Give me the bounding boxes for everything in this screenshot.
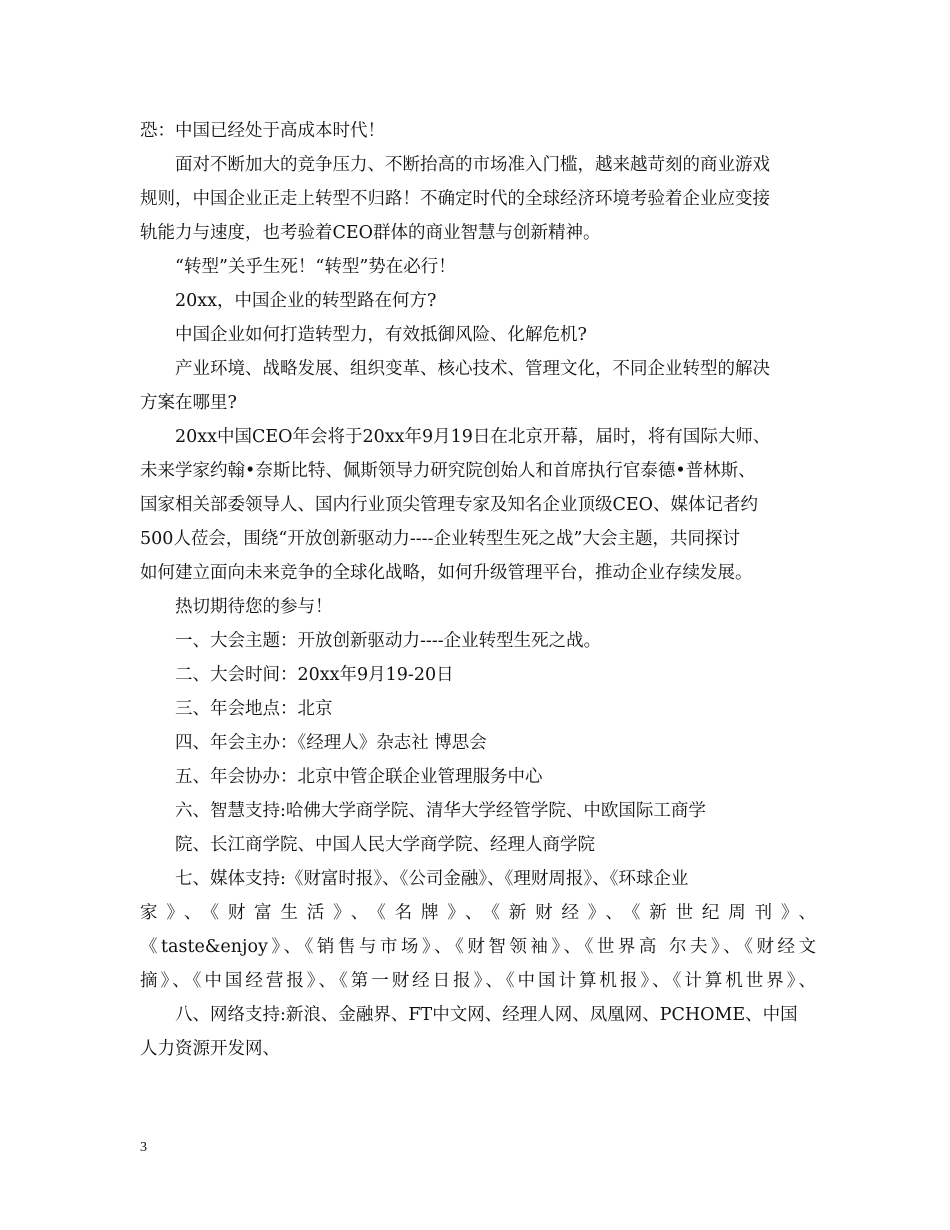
text-line-9: 方案在哪里? [140,393,237,413]
text-line-7: 中国企业如何打造转型力，有效抵御风险、化解危机? [175,325,587,345]
text-line-10: 20xx中国CEO年会将于20xx年9月19日在北京开幕，届时，将有国际大师、 [175,427,771,447]
text-line-26: 摘》、《中国经营报》、《第一财经日报》、《中国计算机报》、《计算机世界》、 [140,971,816,991]
text-line-6: 20xx，中国企业的转型路在何方? [175,291,437,311]
text-line-19: 四、年会主办：《经理人》杂志社 博思会 [175,733,487,753]
text-line-23: 七、媒体支持:《财富时报》、《公司金融》、《理财周报》、《环球企业 [175,869,689,889]
text-line-11: 未来学家约翰•奈斯比特、佩斯领导力研究院创始人和首席执行官泰德•普林斯、 [140,461,756,481]
text-line-14: 如何建立面向未来竞争的全球化战略，如何升级管理平台，推动企业存续发展。 [140,563,753,583]
text-line-4: 轨能力与速度，也考验着CEO群体的商业智慧与创新精神。 [140,223,601,243]
text-line-28: 人力资源开发网、 [140,1039,280,1059]
text-line-27: 八、网络支持:新浪、金融界、FT中文网、经理人网、凤凰网、PCHOME、中国 [175,1005,798,1025]
text-line-8: 产业环境、战略发展、组织变革、核心技术、管理文化，不同企业转型的解决 [175,359,770,379]
text-line-2: 面对不断加大的竞争压力、不断抬高的市场准入门槛，越来越苛刻的商业游戏 [175,155,770,175]
text-line-18: 三、年会地点：北京 [175,699,333,719]
text-line-12: 国家相关部委领导人、国内行业顶尖管理专家及知名企业顶级CEO、媒体记者约 [140,495,759,515]
text-line-17: 二、大会时间：20xx年9月19-20日 [175,665,454,685]
text-line-25: 《taste&enjoy》、《销售与市场》、《财智领袖》、《世界高 尔夫》、《财经文 [140,937,816,957]
text-line-1: 恐：中国已经处于高成本时代！ [140,121,385,141]
page-number: 3 [140,1140,147,1155]
text-line-15: 热切期待您的参与！ [175,597,333,617]
text-line-16: 一、大会主题：开放创新驱动力----企业转型生死之战。 [175,631,602,651]
text-line-20: 五、年会协办：北京中管企联企业管理服务中心 [175,767,543,787]
text-line-3: 规则，中国企业正走上转型不归路！不确定时代的全球经济环境考验着企业应变接 [140,189,770,209]
text-line-22: 院、长江商学院、中国人民大学商学院、经理人商学院 [175,835,595,855]
text-line-13: 500人莅会，围绕“开放创新驱动力----企业转型生死之战”大会主题，共同探讨 [140,529,740,549]
text-line-24: 家》、《财富生活》、《名牌》、《新财经》、《新世纪周刊》、 [140,903,816,923]
document-body [140,114,816,1066]
text-line-5: “转型”关乎生死！“转型”势在必行！ [175,257,456,277]
text-line-21: 六、智慧支持:哈佛大学商学院、清华大学经管学院、中欧国际工商学 [175,801,706,821]
